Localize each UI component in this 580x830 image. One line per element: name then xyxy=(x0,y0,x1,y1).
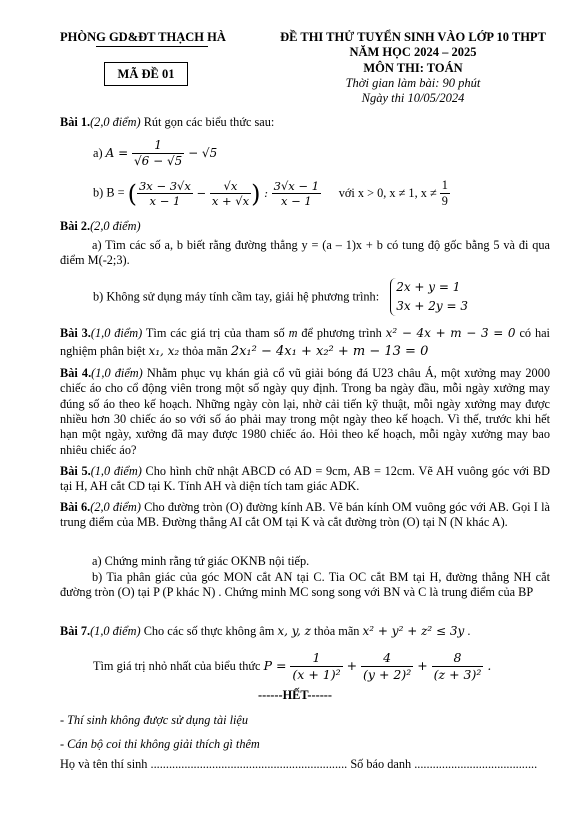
problem-6 xyxy=(60,500,550,531)
end-marker: ------HẾT------ xyxy=(258,688,332,702)
problem-1b-label: b) B = xyxy=(93,185,128,200)
problem-1a-label: a) xyxy=(93,146,106,160)
problem-3-text-1: Tìm các giá trị của tham số xyxy=(142,326,289,340)
problem-7-text-2: thỏa mãn xyxy=(310,624,363,638)
equation-1: 2x + y = 1 xyxy=(396,280,461,294)
problem-1-points: (2,0 điểm) xyxy=(90,115,141,129)
problem-4-head: Bài 4. xyxy=(60,366,92,380)
note-2: - Cán bộ coi thi không giải thích gì thêm xyxy=(60,737,260,751)
equation-system xyxy=(390,278,468,316)
fraction-1a: $\frac{1}{√6 - √5}$ xyxy=(134,138,183,168)
exam-code-box xyxy=(104,62,188,86)
exam-header xyxy=(268,30,558,106)
problem-6a: a) Chứng minh rằng tứ giác OKNB nội tiếp. xyxy=(92,554,310,568)
note-1: - Thí sinh không được sử dụng tài liệu xyxy=(60,713,249,727)
problem-6-head: Bài 6. xyxy=(60,500,91,514)
problem-6b: b) Tia phân giác của góc MON cắt AN tại C. Tia OC cắt BM tại H, đường thẳng NH cắt đường tròn (O) tại P (P khác N) . Chứng minh MC song song với BN và C là trung điểm của BP xyxy=(60,570,550,600)
problem-1-text: Rút gọn các biểu thức sau: xyxy=(140,115,275,129)
problem-3-head: Bài 3. xyxy=(60,326,91,340)
problem-2b-text: b) Không sử dụng máy tính cầm tay, giải hệ phương trình: xyxy=(93,289,380,304)
problem-3-text-2: để phương trình xyxy=(297,326,386,340)
exam-time: Thời gian làm bài: 90 phút xyxy=(345,75,481,90)
problem-7-text-1: Cho các số thực không âm xyxy=(140,624,278,638)
problem-3-text-3: có hai nghiệm phân biệt xyxy=(60,326,550,358)
problem-3-condition: 2x₁² − 4x₁ + x₂² + m − 13 = 0 xyxy=(230,343,429,359)
problem-1a xyxy=(93,138,217,169)
problem-7-points: (1,0 điểm) xyxy=(90,624,141,638)
problem-5-head: Bài 5. xyxy=(60,464,91,478)
problem-1b-condition: với x > 0, x ≠ 1, x ≠ xyxy=(338,185,437,200)
problem-2 xyxy=(60,219,550,234)
problem-2b xyxy=(93,278,468,316)
problem-7-vars: x, y, z xyxy=(277,624,311,638)
problem-1 xyxy=(60,115,550,130)
problem-1b xyxy=(93,178,450,210)
problem-7-head: Bài 7. xyxy=(60,624,91,638)
problem-5-points: (1,0 điểm) xyxy=(90,464,142,478)
problem-1-head: Bài 1. xyxy=(60,115,91,129)
problem-1b-expr: ( $\frac{3x - 3√x}{x - 1}$ − $\frac{√x}{x + √x}$ ) : $\frac{3√x - 1}{x - 1}$ xyxy=(127,178,320,209)
condition-fraction: $\frac{1}{9}$ xyxy=(441,178,448,209)
problem-6-points: (2,0 điểm) xyxy=(90,500,141,514)
exam-title: ĐỀ THI THỬ TUYỂN SINH VÀO LỚP 10 THPT xyxy=(280,30,546,44)
problem-4-text: Nhằm phục vụ khán giả cổ vũ giải bóng đá U23 châu Á, một xưởng may 2000 chiếc áo cho cổ động viên trong một số ngày quy định. Trong ba ngày đầu, mỗi ngày xưởng may đúng số áo theo kế hoạch. Những ngày còn lại, nhờ cải tiến kỹ thuật, mỗi ngày xưởng may được nhiều hơn 30 chiếc áo so với số áo phải may trong một ngày theo kế hoạch. Vì thế, trước khi hết hạn một ngày, xưởng đã may được 1980 chiếc áo. Hỏi theo kế hoạch, mỗi ngày xưởng may bao nhiêu chiếc áo? xyxy=(60,366,550,457)
school-year: NĂM HỌC 2024 – 2025 xyxy=(349,45,477,60)
problem-3-param: m xyxy=(288,326,298,340)
office-name: PHÒNG GD&ĐT THẠCH HÀ xyxy=(60,30,226,44)
candidate-info: Họ và tên thí sinh ................................................................ Số báo danh ........................................ xyxy=(60,757,538,771)
office-underline xyxy=(96,46,208,47)
problem-6-text: Cho đường tròn (O) đường kính AB. Vẽ bán kính OM vuông góc với AB. Gọi I là trung điểm của MB. Đường thẳng AI cắt OM tại K và cắt đường tròn (O) tại N (N khác A). xyxy=(60,500,550,530)
problem-5-text: Cho hình chữ nhật ABCD có AD = 9cm, AB = 12cm. Vẽ AH vuông góc với BD tại H, AH cắt CD tại K. Tính AH và diện tích tam giác ADK. xyxy=(60,464,550,494)
problem-3 xyxy=(60,325,550,362)
problem-3-roots: x₁, x₂ xyxy=(148,343,180,358)
problem-4-points: (1,0 điểm) xyxy=(91,366,143,380)
problem-7-expression xyxy=(93,650,491,682)
problem-7-find: Tìm giá trị nhỏ nhất của biểu thức xyxy=(93,659,264,674)
problem-3-equation: x² − 4x + m − 3 = 0 xyxy=(385,326,516,340)
problem-7-formula: P = $\frac{1}{\text{(x + 1)²}}$ + $\frac{4}{\text{(y + 2)²}}$ + $\frac{8}{\text{(z + 3)²}}$ . xyxy=(263,650,492,682)
subject: MÔN THI: TOÁN xyxy=(363,60,463,75)
exam-date: Ngày thi 10/05/2024 xyxy=(361,91,465,105)
problem-3-text-4: thỏa mãn xyxy=(179,343,231,358)
problem-5 xyxy=(60,464,550,495)
problem-1a-expr: A = $\frac{1}{√6 - √5}$ − √5 xyxy=(105,138,218,168)
exam-code: MÃ ĐỀ 01 xyxy=(117,67,175,81)
problem-4 xyxy=(60,366,550,458)
problem-7-text-3: . xyxy=(464,624,471,638)
problem-3-points: (1,0 điểm) xyxy=(90,326,143,340)
equation-2: 3x + 2y = 3 xyxy=(396,299,469,314)
problem-2-head: Bài 2. xyxy=(60,219,91,233)
problem-2-points: (2,0 điểm) xyxy=(90,219,141,233)
problem-7 xyxy=(60,624,550,639)
problem-2a: a) Tìm các số a, b biết rằng đường thẳng y = (a – 1)x + b có tung độ gốc bằng 5 và đi qua điểm M(-2;3). xyxy=(60,238,550,268)
problem-7-condition: x² + y² + z² ≤ 3y xyxy=(362,624,465,638)
